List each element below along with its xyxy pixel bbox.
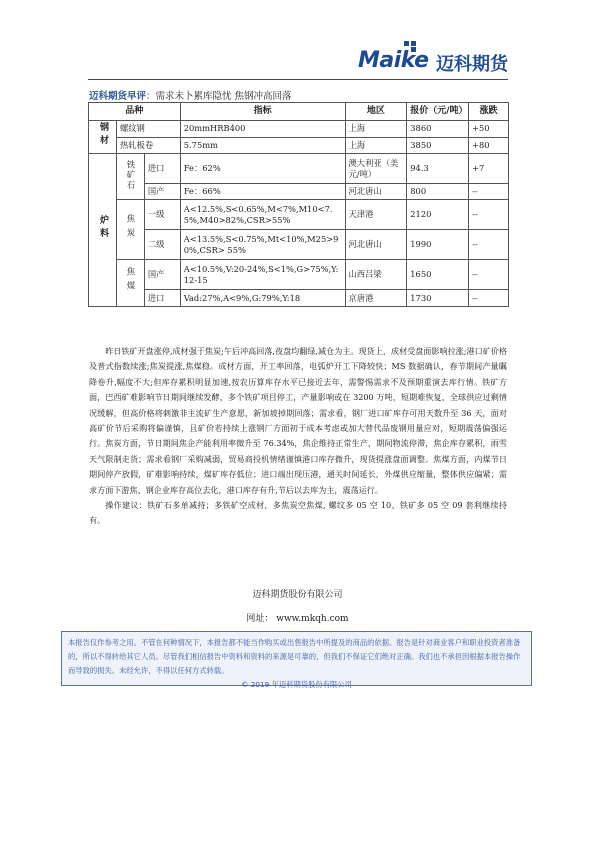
headline-text: ：需求未卜累库隐忧 焦钢冲高回落 <box>146 91 292 102</box>
price-cell: 800 <box>407 184 469 200</box>
headline-label: 迈科期货早评 <box>89 91 147 102</box>
product-coking-coal: 焦煤 <box>116 260 144 307</box>
category-steel: 钢材 <box>89 121 117 154</box>
price-cell: 1650 <box>407 260 469 290</box>
spec-cell: A<10.5%,V:20-24%,S<1%,G>75%,Y:12-15 <box>180 260 345 290</box>
change-cell: -- <box>469 290 509 307</box>
sub-cell: 进口 <box>144 290 180 307</box>
disclaimer-text: 本报告仅作参考之用。不管在何种情况下，本报告都不能当作购买或出售报告中所提及的商品的依据。报告是针对商业客户和职业投资者准备的，所以不得转给其它人员。尽管我们相信报告中资料和资料的来源是可靠的，但我们不保证它们绝对正确。我们也不承担因根据本报告操作而导致的损失。未经允许，不得以任何方式转载。 <box>68 638 521 675</box>
price-cell: 1730 <box>407 290 469 307</box>
spec-cell: 5.75mm <box>180 137 345 154</box>
product-coke: 焦炭 <box>116 200 144 260</box>
spec-cell: A<12.5%,S<0.65%,M<7%,M10<7.5%,M40>82%,CSR>55% <box>180 200 345 230</box>
region-cell: 京唐港 <box>345 290 407 307</box>
change-cell: +7 <box>469 154 509 184</box>
change-cell: +50 <box>469 121 509 138</box>
product-iron-ore: 铁矿石 <box>116 154 144 200</box>
report-headline <box>89 88 292 102</box>
price-table <box>88 102 509 307</box>
market-commentary <box>89 344 507 529</box>
price-cell: 2120 <box>407 200 469 230</box>
logo-chinese: 迈科期货 <box>436 54 508 75</box>
header-rule <box>88 79 508 80</box>
company-logo <box>358 40 508 76</box>
region-cell: 河北唐山 <box>345 184 407 200</box>
spec-cell: Fe：66% <box>180 184 345 200</box>
table-row <box>89 230 509 260</box>
logo-latin: Maike <box>358 48 429 73</box>
header-product: 品种 <box>89 103 181 121</box>
sub-cell: 国产 <box>144 184 180 200</box>
sub-cell: 国产 <box>144 260 180 290</box>
change-cell: -- <box>469 200 509 230</box>
sub-cell: 一级 <box>144 200 180 230</box>
product-cell: 螺纹钢 <box>116 121 180 138</box>
table-row <box>89 260 509 290</box>
table-header-row <box>89 103 509 121</box>
disclaimer-box <box>61 631 532 689</box>
change-cell: -- <box>469 184 509 200</box>
logo-mark-icon <box>404 41 409 46</box>
header-spec: 指标 <box>180 103 345 121</box>
change-cell: -- <box>469 260 509 290</box>
spec-cell: Fe：62% <box>180 154 345 184</box>
header-region: 地区 <box>345 103 407 121</box>
website-line: 网址： www.mkqh.com <box>246 614 349 624</box>
spec-cell: A<13.5%,S<0.75%,Mt<10%,M25>90%,CSR> 55% <box>180 230 345 260</box>
commentary-paragraph: 昨日铁矿开盘涨停,成材强于焦炭;午后冲高回落,夜盘均翻绿,减仓为主。现货上，成材受盘面影响拉涨;港口矿价格及普式指数续涨;焦炭提涨,焦煤稳。成材方面，开工率回落，电弧炉开工下降较快；MS 数据确认，春节期间产量瞩降卷升,幅度不大;但库存累积明显加速,按农历算库存水平已接近去年，需警惕需求不及预期重演去库行情。铁矿方面，巴西矿难影响节日期间继续发酵，多个铁矿项目停工，产量影响或在 3200 万吨，短期难恢复，全球供应过剩情况缓解，但高价格将刺激非主流矿生产意愿，新加坡掉期回落；需求看，钢厂进口矿库存可用天数升至 36 天，面对高矿价节后采购将偏谨慎，且矿价若持续上涨钢厂方面初于成本考虑或加大替代品废钢用量应对，短期震荡偏强运行。焦炭方面，节日期间焦企产能利用率微升至 76.34%，焦企维持正常生产，期间物流停滞，焦企库存累积，雨雪天气限制走货；需求看钢厂采购减弱，贸易商投机情绪谨慎港口库存微升，现货提涨盘面调整。焦煤方面，内煤节日期间停产放假，矿难影响持续，煤矿库存低位；进口端出现压港，通关时间延长，外煤供应缩量，整体供应偏紧；需求方面下游焦、钢企业库存高位去化，港口库存有升,节后以去库为主，震荡运行。 <box>89 346 507 495</box>
region-cell: 河北唐山 <box>345 230 407 260</box>
price-cell: 1990 <box>407 230 469 260</box>
sub-cell: 进口 <box>144 154 180 184</box>
price-cell: 3860 <box>407 121 469 138</box>
copyright-text: © 2019 年迈科期货股份有限公司 <box>241 680 352 689</box>
spec-cell: Vad:27%,A<9%,G:79%,Y:18 <box>180 290 345 307</box>
company-name: 迈科期货股份有限公司 <box>252 590 343 600</box>
table-row <box>89 137 509 154</box>
change-cell: -- <box>469 230 509 260</box>
operation-advice: 操作建议：铁矿石多单减持；多铁矿空成材，多焦炭空焦煤, 螺纹多 05 空 10、铁矿多 05 空 09 套利继续持有。 <box>89 500 507 526</box>
table-row <box>89 121 509 138</box>
table-row <box>89 200 509 230</box>
header-change: 涨跌 <box>469 103 509 121</box>
region-cell: 天津港 <box>345 200 407 230</box>
price-cell: 3850 <box>407 137 469 154</box>
table-row <box>89 290 509 307</box>
region-cell: 山西吕梁 <box>345 260 407 290</box>
table-row <box>89 184 509 200</box>
sub-cell: 二级 <box>144 230 180 260</box>
region-cell: 上海 <box>345 121 407 138</box>
region-cell: 澳大利亚（美元/吨） <box>345 154 407 184</box>
price-cell: 94.3 <box>407 154 469 184</box>
region-cell: 上海 <box>345 137 407 154</box>
table-row <box>89 154 509 184</box>
header-price: 报价（元/吨） <box>407 103 469 121</box>
spec-cell: 20mmHRB400 <box>180 121 345 138</box>
product-cell: 热轧板卷 <box>116 137 180 154</box>
change-cell: +80 <box>469 137 509 154</box>
category-furnace: 炉料 <box>89 154 117 307</box>
